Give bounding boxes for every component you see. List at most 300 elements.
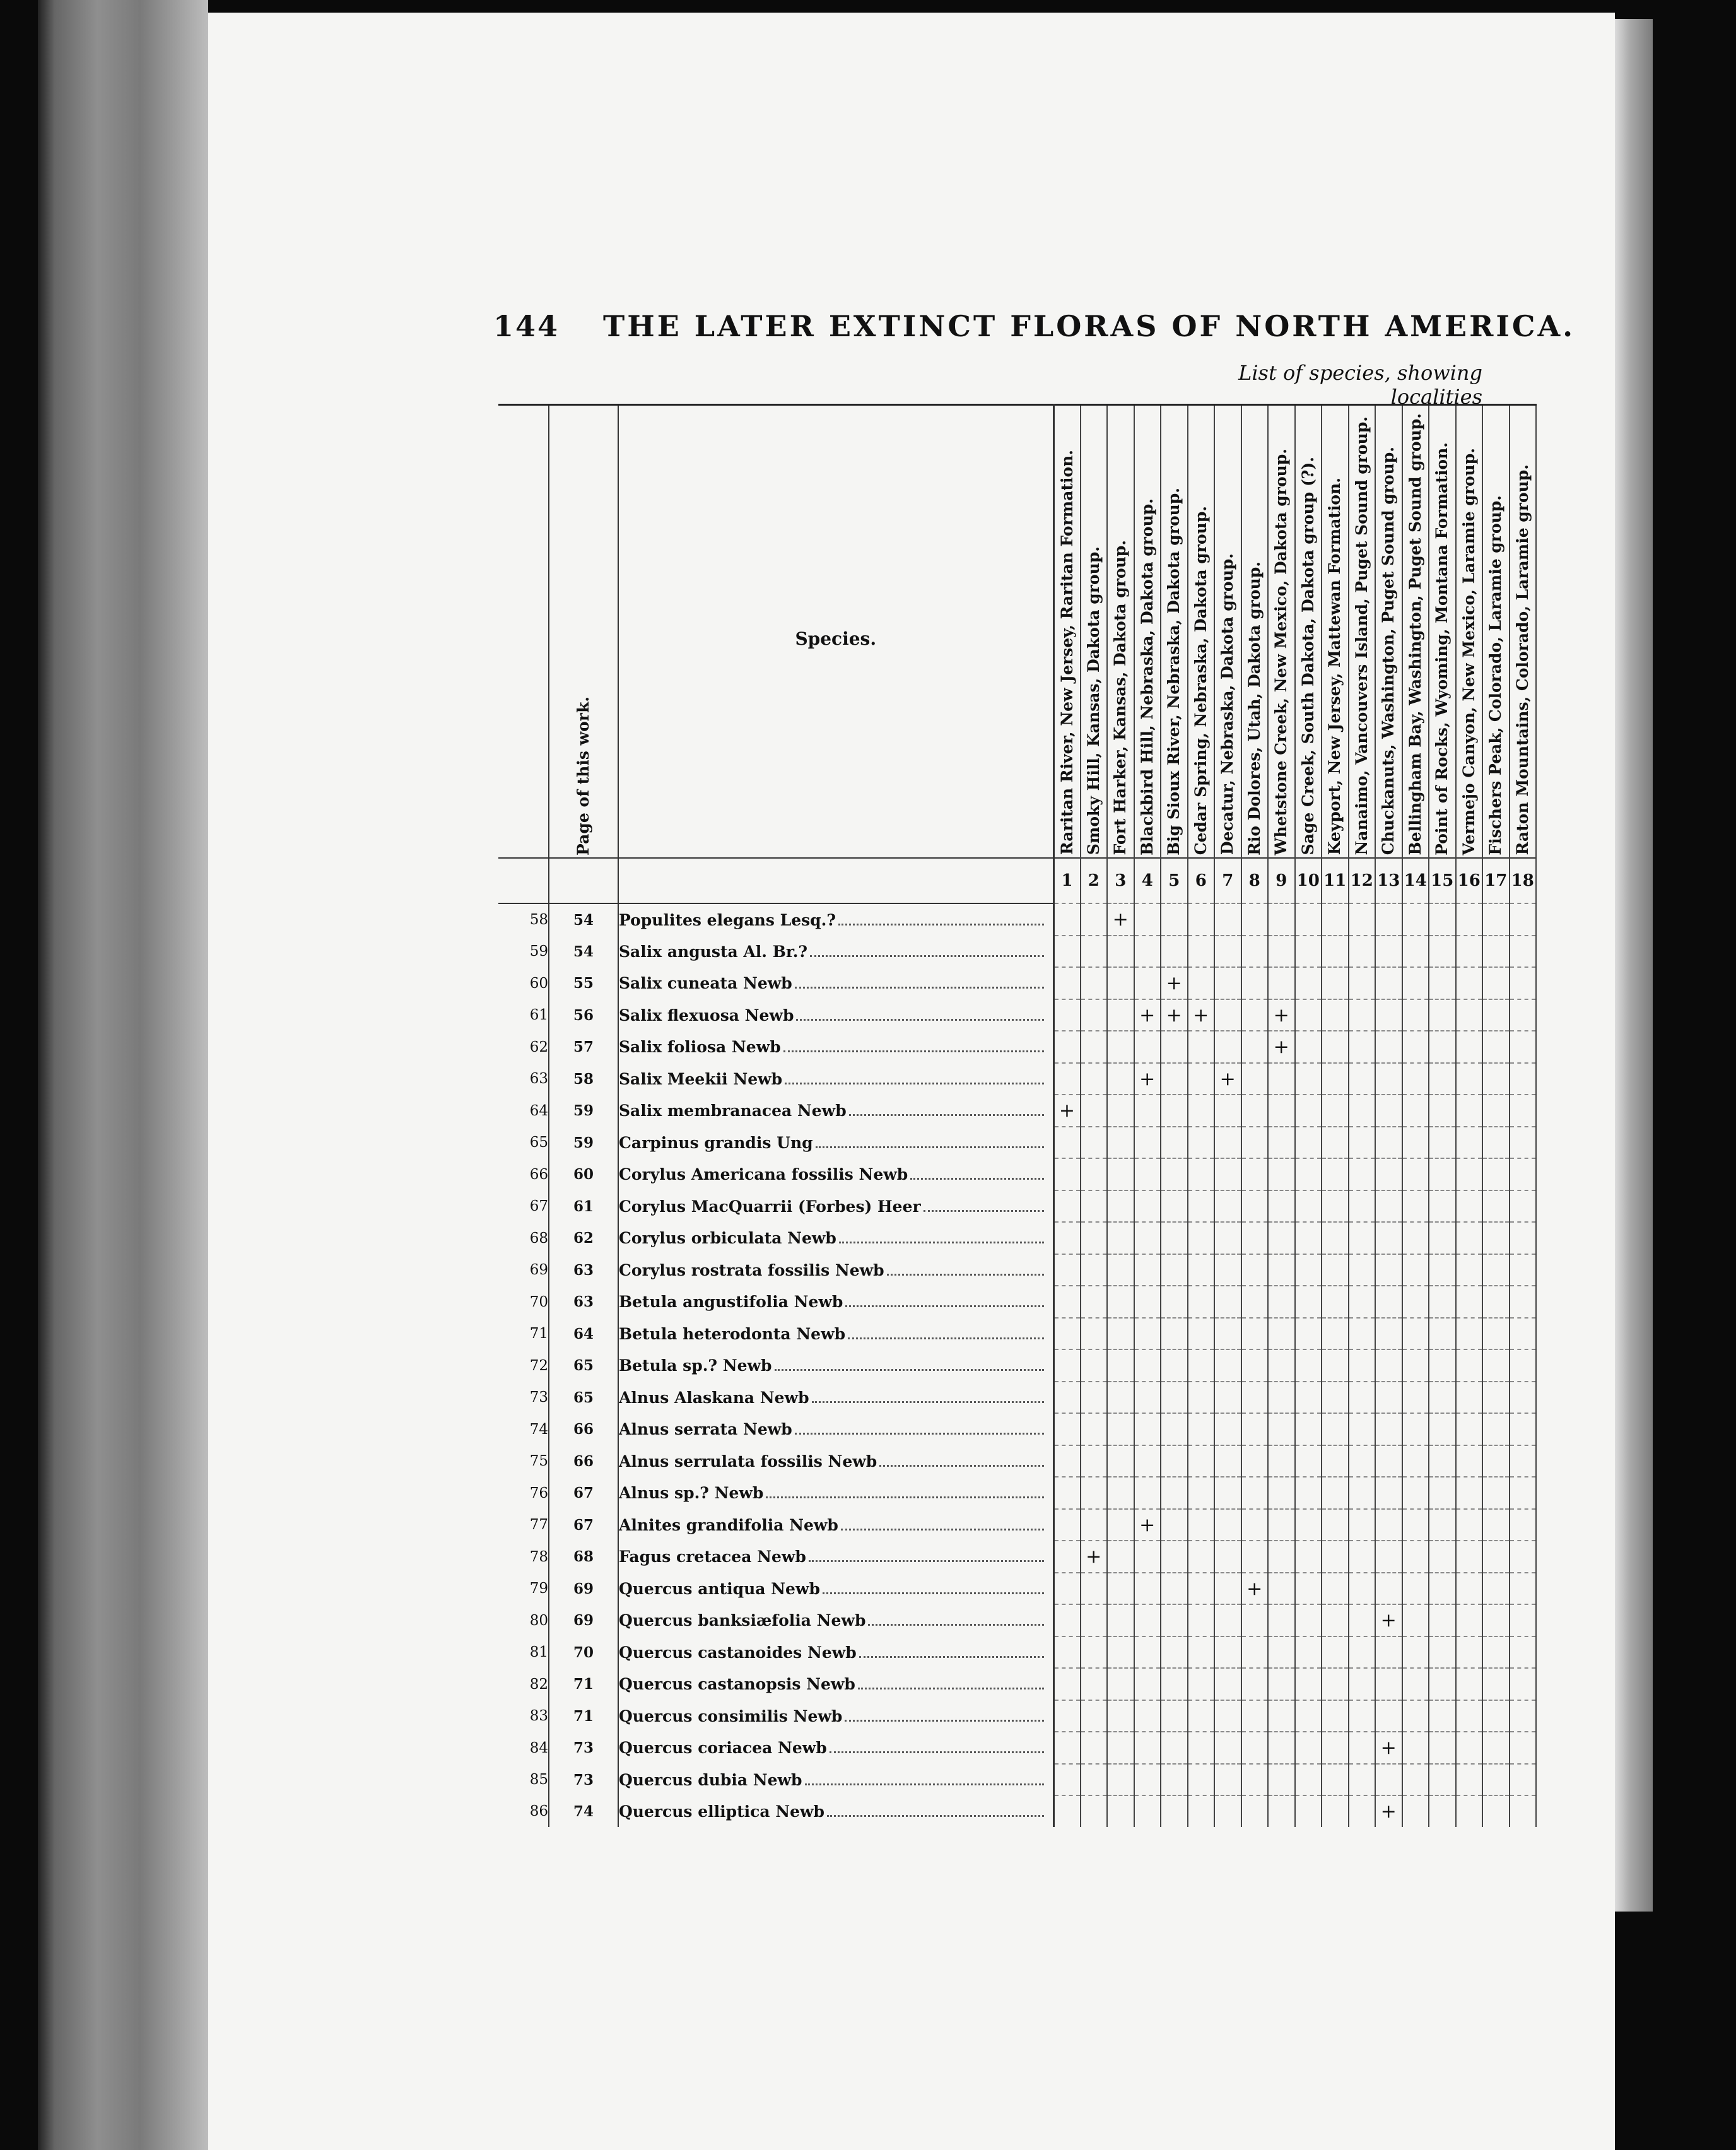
locality-cell-12 — [1349, 1318, 1376, 1350]
locality-cell-11 — [1322, 1382, 1349, 1414]
locality-cell-5 — [1161, 1509, 1188, 1541]
page-column-header — [549, 405, 618, 859]
locality-cell-9 — [1268, 1700, 1295, 1732]
species-cell — [618, 1031, 1053, 1063]
locality-cell-8 — [1241, 1318, 1269, 1350]
locality-cell-12 — [1349, 903, 1376, 936]
table-row — [498, 903, 1536, 936]
locality-cell-2 — [1081, 1604, 1108, 1636]
locality-cell-4 — [1134, 936, 1161, 968]
locality-cell-17 — [1482, 1127, 1510, 1159]
species-cell — [618, 1254, 1053, 1286]
locality-cell-3 — [1107, 1573, 1134, 1605]
locality-cell-4 — [1134, 1732, 1161, 1764]
locality-cell-1 — [1053, 1318, 1081, 1350]
locality-cell-14 — [1402, 1318, 1429, 1350]
dot-leader — [839, 1242, 1044, 1243]
locality-cell-16 — [1456, 1031, 1483, 1063]
locality-cell-8 — [1241, 1127, 1269, 1159]
locality-cell-10 — [1295, 967, 1322, 999]
dot-leader — [845, 1720, 1043, 1722]
locality-number-3: 3 — [1107, 858, 1134, 903]
locality-cell-5 — [1161, 1382, 1188, 1414]
locality-cell-5 — [1161, 1732, 1188, 1764]
page-reference: 64 — [549, 1318, 618, 1350]
locality-cell-14 — [1402, 903, 1429, 936]
locality-cell-6 — [1188, 1541, 1215, 1573]
locality-cell-9 — [1268, 999, 1295, 1031]
locality-cell-7 — [1214, 1764, 1241, 1796]
locality-cell-17 — [1482, 1668, 1510, 1700]
locality-cell-8 — [1241, 1286, 1269, 1318]
locality-cell-5 — [1161, 1158, 1188, 1190]
locality-cell-15 — [1429, 1668, 1456, 1700]
locality-cell-14 — [1402, 1604, 1429, 1636]
locality-number-11: 11 — [1322, 858, 1349, 903]
dot-leader — [849, 1114, 1044, 1116]
locality-cell-6 — [1188, 1764, 1215, 1796]
species-cell — [618, 1795, 1053, 1827]
locality-cell-14 — [1402, 1286, 1429, 1318]
locality-cell-12 — [1349, 936, 1376, 968]
locality-cell-3 — [1107, 903, 1134, 936]
locality-cell-10 — [1295, 1190, 1322, 1223]
species-spacer — [618, 858, 1053, 903]
locality-cell-10 — [1295, 1413, 1322, 1445]
row-number: 65 — [529, 1134, 548, 1151]
locality-cell-11 — [1322, 1286, 1349, 1318]
locality-cell-13 — [1375, 1063, 1402, 1095]
locality-cell-15 — [1429, 1573, 1456, 1605]
locality-cell-6 — [1188, 1190, 1215, 1223]
species-name: Populites elegans Lesq.? — [619, 910, 836, 929]
table-row — [498, 1190, 1536, 1223]
table-row — [498, 999, 1536, 1031]
locality-cell-7 — [1214, 1382, 1241, 1414]
locality-cell-2 — [1081, 1445, 1108, 1477]
locality-cell-6 — [1188, 1509, 1215, 1541]
locality-cell-9 — [1268, 1286, 1295, 1318]
species-name: Betula heterodonta Newb — [619, 1324, 846, 1343]
locality-cell-12 — [1349, 1158, 1376, 1190]
locality-cell-11 — [1322, 1573, 1349, 1605]
locality-cell-10 — [1295, 1668, 1322, 1700]
locality-cell-16 — [1456, 1063, 1483, 1095]
locality-cell-18 — [1510, 999, 1537, 1031]
locality-cell-15 — [1429, 967, 1456, 999]
locality-cell-5 — [1161, 1349, 1188, 1382]
locality-cell-7 — [1214, 1573, 1241, 1605]
locality-cell-14 — [1402, 1413, 1429, 1445]
locality-cell-13 — [1375, 1190, 1402, 1223]
locality-header-10 — [1295, 405, 1322, 859]
locality-cell-5 — [1161, 1031, 1188, 1063]
locality-cell-11 — [1322, 1604, 1349, 1636]
locality-cell-15 — [1429, 1636, 1456, 1669]
locality-cell-11 — [1322, 1732, 1349, 1764]
locality-cell-3 — [1107, 1095, 1134, 1127]
locality-cell-14 — [1402, 1732, 1429, 1764]
locality-cell-7 — [1214, 1541, 1241, 1573]
locality-cell-16 — [1456, 1636, 1483, 1669]
locality-cell-17 — [1482, 1573, 1510, 1605]
dot-leader — [827, 1815, 1043, 1817]
locality-cell-3 — [1107, 967, 1134, 999]
locality-cell-15 — [1429, 1509, 1456, 1541]
locality-cell-18 — [1510, 1318, 1537, 1350]
locality-cell-11 — [1322, 1795, 1349, 1827]
locality-cell-6 — [1188, 1349, 1215, 1382]
locality-cell-8 — [1241, 1573, 1269, 1605]
locality-cell-7 — [1214, 1254, 1241, 1286]
locality-number-7: 7 — [1214, 858, 1241, 903]
row-number: 83 — [529, 1708, 548, 1725]
species-column-header — [618, 405, 1053, 859]
page-reference: 56 — [549, 999, 618, 1031]
locality-cell-10 — [1295, 1318, 1322, 1350]
row-number: 80 — [529, 1612, 548, 1629]
locality-cell-4 — [1134, 1190, 1161, 1223]
row-number: 59 — [529, 943, 548, 960]
locality-cell-6 — [1188, 1445, 1215, 1477]
locality-header-4 — [1134, 405, 1161, 859]
locality-cell-9 — [1268, 1063, 1295, 1095]
locality-cell-10 — [1295, 1286, 1322, 1318]
locality-cell-3 — [1107, 1031, 1134, 1063]
locality-cell-9 — [1268, 1127, 1295, 1159]
locality-cell-3 — [1107, 999, 1134, 1031]
locality-cell-1 — [1053, 1349, 1081, 1382]
locality-cell-10 — [1295, 1732, 1322, 1764]
locality-cell-11 — [1322, 1541, 1349, 1573]
locality-number-13: 13 — [1375, 858, 1402, 903]
locality-cell-7 — [1214, 1095, 1241, 1127]
locality-cell-15 — [1429, 1349, 1456, 1382]
locality-cell-17 — [1482, 1541, 1510, 1573]
locality-cell-8 — [1241, 1509, 1269, 1541]
locality-cell-8 — [1241, 1795, 1269, 1827]
locality-cell-17 — [1482, 1063, 1510, 1095]
locality-cell-9 — [1268, 1477, 1295, 1509]
locality-cell-12 — [1349, 1604, 1376, 1636]
locality-cell-2 — [1081, 1477, 1108, 1509]
locality-cell-2 — [1081, 1031, 1108, 1063]
locality-cell-14 — [1402, 1222, 1429, 1254]
locality-cell-5 — [1161, 1700, 1188, 1732]
locality-cell-16 — [1456, 967, 1483, 999]
locality-cell-1 — [1053, 1573, 1081, 1605]
locality-cell-16 — [1456, 1158, 1483, 1190]
species-name: Alnus serrulata fossilis Newb — [619, 1452, 877, 1471]
locality-cell-6 — [1188, 1318, 1215, 1350]
locality-cell-9 — [1268, 1795, 1295, 1827]
locality-cell-12 — [1349, 1286, 1376, 1318]
dot-leader — [887, 1274, 1044, 1276]
locality-cell-13 — [1375, 1413, 1402, 1445]
row-number: 75 — [529, 1453, 548, 1470]
locality-cell-4 — [1134, 1349, 1161, 1382]
locality-cell-1 — [1053, 999, 1081, 1031]
locality-cell-1 — [1053, 1063, 1081, 1095]
row-number: 82 — [529, 1676, 548, 1693]
locality-cell-18 — [1510, 1286, 1537, 1318]
occurrence-mark: + — [1166, 1004, 1182, 1026]
locality-cell-13 — [1375, 903, 1402, 936]
locality-cell-15 — [1429, 1063, 1456, 1095]
species-cell — [618, 1604, 1053, 1636]
species-cell — [618, 1318, 1053, 1350]
species-cell — [618, 1222, 1053, 1254]
table-row — [498, 1700, 1536, 1732]
locality-cell-18 — [1510, 1795, 1537, 1827]
locality-cell-15 — [1429, 1190, 1456, 1223]
row-number: 61 — [529, 1007, 548, 1024]
locality-cell-17 — [1482, 1604, 1510, 1636]
locality-cell-14 — [1402, 999, 1429, 1031]
locality-header-3 — [1107, 405, 1134, 859]
scan-background — [1615, 1912, 1736, 2150]
locality-cell-10 — [1295, 1764, 1322, 1796]
locality-cell-12 — [1349, 999, 1376, 1031]
locality-cell-16 — [1456, 999, 1483, 1031]
locality-cell-16 — [1456, 1318, 1483, 1350]
locality-cell-10 — [1295, 1349, 1322, 1382]
locality-cell-13 — [1375, 1222, 1402, 1254]
locality-cell-2 — [1081, 1063, 1108, 1095]
locality-cell-9 — [1268, 1222, 1295, 1254]
locality-cell-9 — [1268, 1382, 1295, 1414]
locality-cell-11 — [1322, 903, 1349, 936]
table-row — [498, 1541, 1536, 1573]
locality-cell-6 — [1188, 1158, 1215, 1190]
locality-cell-18 — [1510, 1190, 1537, 1223]
locality-cell-18 — [1510, 1127, 1537, 1159]
dot-leader — [848, 1337, 1043, 1339]
locality-cell-3 — [1107, 1286, 1134, 1318]
locality-cell-8 — [1241, 1700, 1269, 1732]
locality-cell-9 — [1268, 1031, 1295, 1063]
locality-cell-7 — [1214, 1700, 1241, 1732]
table-row — [498, 1573, 1536, 1605]
running-title: THE LATER EXTINCT FLORAS OF NORTH AMERICA. — [603, 309, 1576, 343]
locality-cell-9 — [1268, 1509, 1295, 1541]
locality-cell-6 — [1188, 1382, 1215, 1414]
locality-cell-14 — [1402, 1254, 1429, 1286]
locality-cell-18 — [1510, 1764, 1537, 1796]
species-name: Salix cuneata Newb — [619, 974, 792, 993]
occurrence-mark: + — [1193, 1004, 1209, 1026]
locality-cell-17 — [1482, 1318, 1510, 1350]
locality-cell-4 — [1134, 1509, 1161, 1541]
locality-cell-2 — [1081, 999, 1108, 1031]
dot-leader — [785, 1083, 1043, 1084]
page-reference: 62 — [549, 1222, 618, 1254]
locality-cell-15 — [1429, 1031, 1456, 1063]
locality-cell-17 — [1482, 1764, 1510, 1796]
locality-cell-4 — [1134, 1031, 1161, 1063]
locality-cell-2 — [1081, 1190, 1108, 1223]
table-row — [498, 1127, 1536, 1159]
locality-cell-4 — [1134, 1095, 1161, 1127]
row-number: 68 — [529, 1230, 548, 1247]
locality-cell-15 — [1429, 1795, 1456, 1827]
locality-cell-16 — [1456, 1286, 1483, 1318]
locality-number-10: 10 — [1295, 858, 1322, 903]
locality-cell-14 — [1402, 1700, 1429, 1732]
locality-cell-18 — [1510, 1095, 1537, 1127]
locality-cell-6 — [1188, 1636, 1215, 1669]
locality-cell-14 — [1402, 1636, 1429, 1669]
locality-cell-3 — [1107, 1382, 1134, 1414]
occurrence-mark: + — [1380, 1737, 1397, 1759]
locality-cell-2 — [1081, 1127, 1108, 1159]
locality-cell-16 — [1456, 1477, 1483, 1509]
locality-cell-3 — [1107, 1477, 1134, 1509]
page-reference: 69 — [549, 1604, 618, 1636]
locality-cell-4 — [1134, 1445, 1161, 1477]
page-reference: 70 — [549, 1636, 618, 1669]
locality-cell-4 — [1134, 1636, 1161, 1669]
locality-cell-2 — [1081, 936, 1108, 968]
locality-cell-6 — [1188, 1732, 1215, 1764]
locality-cell-18 — [1510, 1668, 1537, 1700]
species-name: Betula angustifolia Newb — [619, 1293, 843, 1312]
locality-cell-2 — [1081, 1349, 1108, 1382]
locality-header-18 — [1510, 405, 1537, 859]
locality-cell-12 — [1349, 1509, 1376, 1541]
row-number: 63 — [529, 1071, 548, 1088]
locality-cell-8 — [1241, 1413, 1269, 1445]
locality-cell-6 — [1188, 1063, 1215, 1095]
locality-cell-18 — [1510, 1382, 1537, 1414]
locality-cell-15 — [1429, 1318, 1456, 1350]
locality-cell-14 — [1402, 1573, 1429, 1605]
locality-cell-16 — [1456, 1254, 1483, 1286]
locality-cell-18 — [1510, 1413, 1537, 1445]
occurrence-mark: + — [1112, 908, 1129, 931]
locality-cell-6 — [1188, 1700, 1215, 1732]
species-name: Quercus dubia Newb — [619, 1770, 802, 1789]
locality-cell-2 — [1081, 967, 1108, 999]
locality-cell-1 — [1053, 1095, 1081, 1127]
locality-header-17 — [1482, 405, 1510, 859]
locality-cell-9 — [1268, 1445, 1295, 1477]
locality-cell-6 — [1188, 936, 1215, 968]
locality-cell-11 — [1322, 967, 1349, 999]
locality-cell-9 — [1268, 967, 1295, 999]
locality-cell-6 — [1188, 1095, 1215, 1127]
locality-cell-10 — [1295, 1541, 1322, 1573]
locality-cell-18 — [1510, 1477, 1537, 1509]
locality-header-13 — [1375, 405, 1402, 859]
locality-cell-18 — [1510, 1732, 1537, 1764]
locality-cell-17 — [1482, 1222, 1510, 1254]
dot-leader — [809, 1560, 1044, 1562]
locality-cell-3 — [1107, 1190, 1134, 1223]
locality-cell-7 — [1214, 936, 1241, 968]
locality-cell-15 — [1429, 1700, 1456, 1732]
locality-cell-1 — [1053, 1636, 1081, 1669]
table-row — [498, 1063, 1536, 1095]
locality-cell-8 — [1241, 1636, 1269, 1669]
locality-number-12: 12 — [1349, 858, 1376, 903]
locality-cell-4 — [1134, 1318, 1161, 1350]
locality-cell-16 — [1456, 1573, 1483, 1605]
locality-cell-13 — [1375, 1795, 1402, 1827]
locality-cell-18 — [1510, 1636, 1537, 1669]
table-row — [498, 967, 1536, 999]
page-reference: 74 — [549, 1795, 618, 1827]
locality-cell-15 — [1429, 936, 1456, 968]
locality-cell-4 — [1134, 1413, 1161, 1445]
locality-cell-11 — [1322, 1764, 1349, 1796]
locality-cell-4 — [1134, 903, 1161, 936]
locality-name: Cedar Spring, Nebraska, Dakota group. — [1191, 506, 1210, 855]
locality-cell-5 — [1161, 1573, 1188, 1605]
locality-cell-10 — [1295, 1095, 1322, 1127]
locality-cell-13 — [1375, 1541, 1402, 1573]
locality-number-6: 6 — [1188, 858, 1215, 903]
locality-cell-11 — [1322, 1190, 1349, 1223]
species-cell — [618, 936, 1053, 968]
table-row — [498, 1222, 1536, 1254]
locality-cell-5 — [1161, 1127, 1188, 1159]
locality-cell-13 — [1375, 1158, 1402, 1190]
locality-cell-15 — [1429, 1382, 1456, 1414]
locality-name: Nanaimo, Vancouvers Island, Puget Sound group. — [1352, 416, 1371, 855]
locality-cell-16 — [1456, 1095, 1483, 1127]
species-name: Alnites grandifolia Newb — [619, 1515, 838, 1534]
locality-cell-8 — [1241, 1254, 1269, 1286]
locality-cell-13 — [1375, 967, 1402, 999]
locality-cell-17 — [1482, 999, 1510, 1031]
locality-name: Blackbird Hill, Nebraska, Dakota group. — [1137, 498, 1156, 855]
locality-cell-8 — [1241, 1222, 1269, 1254]
locality-name: Chuckanuts, Washington, Puget Sound group. — [1379, 447, 1398, 855]
locality-cell-11 — [1322, 1413, 1349, 1445]
locality-cell-7 — [1214, 1063, 1241, 1095]
species-name: Corylus MacQuarrii (Forbes) Heer — [619, 1197, 921, 1216]
locality-cell-4 — [1134, 1254, 1161, 1286]
locality-cell-13 — [1375, 936, 1402, 968]
locality-cell-2 — [1081, 1636, 1108, 1669]
locality-cell-10 — [1295, 1636, 1322, 1669]
locality-cell-14 — [1402, 1764, 1429, 1796]
table-row — [498, 1636, 1536, 1669]
locality-cell-5 — [1161, 1254, 1188, 1286]
page-reference: 65 — [549, 1349, 618, 1382]
locality-cell-17 — [1482, 1636, 1510, 1669]
locality-cell-17 — [1482, 1477, 1510, 1509]
locality-cell-5 — [1161, 1190, 1188, 1223]
species-name: Fagus cretacea Newb — [619, 1548, 806, 1566]
table-header-row — [498, 405, 1536, 859]
locality-cell-18 — [1510, 967, 1537, 999]
locality-cell-2 — [1081, 1668, 1108, 1700]
locality-cell-17 — [1482, 1795, 1510, 1827]
locality-number-17: 17 — [1482, 858, 1510, 903]
occurrence-mark: + — [1139, 1513, 1156, 1536]
locality-header-12 — [1349, 405, 1376, 859]
locality-cell-10 — [1295, 936, 1322, 968]
locality-cell-11 — [1322, 1700, 1349, 1732]
row-number: 74 — [529, 1421, 548, 1438]
locality-cell-13 — [1375, 1254, 1402, 1286]
row-number-spacer — [498, 858, 549, 903]
locality-cell-16 — [1456, 1413, 1483, 1445]
locality-cell-14 — [1402, 1127, 1429, 1159]
locality-cell-3 — [1107, 1604, 1134, 1636]
